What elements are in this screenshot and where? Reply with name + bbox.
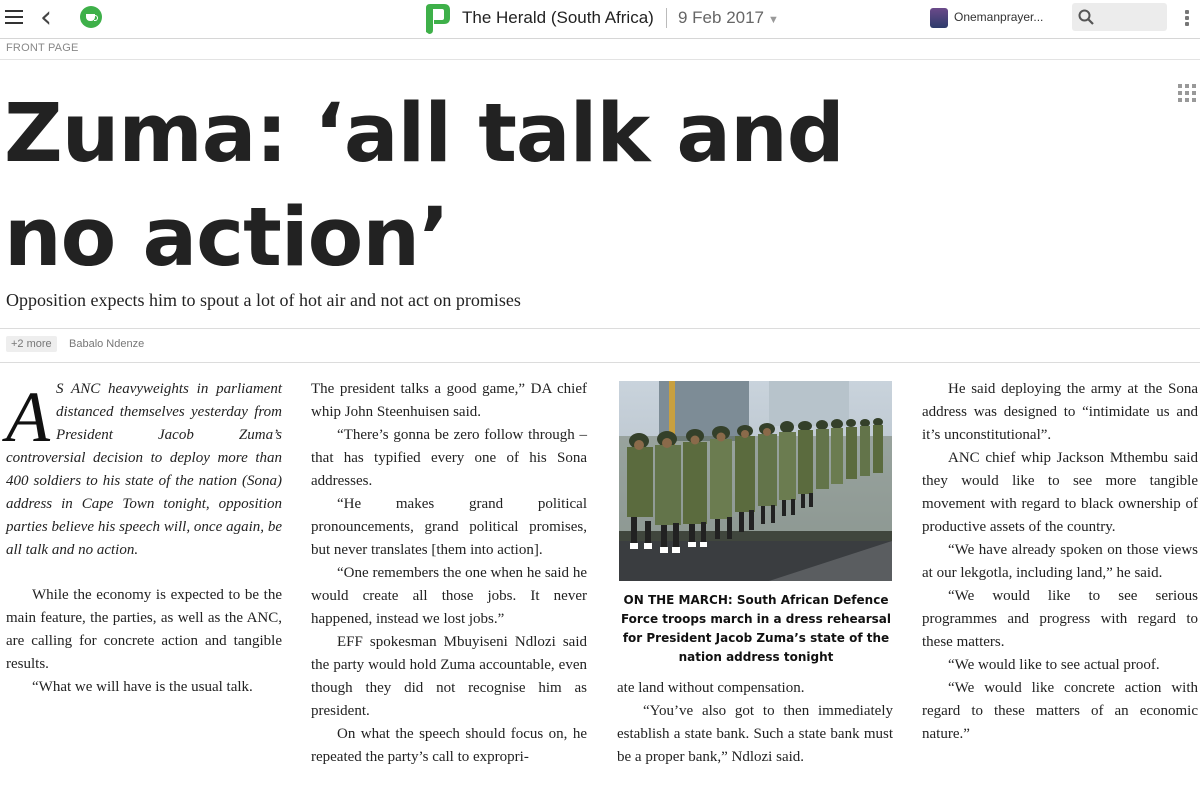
lede-text: S ANC heavyweights in parliament distanced themselves yesterday from President Jacob Zuma’s controversial decision to deploy more than 400 soldiers to his state of the nation (Sona) address in Cape Town tonight, opposition parties believe his speech will, once again, be all talk and no action.	[6, 381, 282, 558]
article-column-1	[6, 378, 282, 699]
paragraph: He said deploying the army at the Sona address was designed to “intimidate us and it’s unconstitutional”.	[922, 381, 1198, 443]
article-column-4	[922, 378, 1198, 746]
drop-cap: A	[6, 377, 50, 457]
menu-icon[interactable]	[5, 10, 23, 26]
paragraph: “There’s gonna be zero follow through – that has typified every one of his Sona addresses.	[311, 427, 587, 489]
headline: Zuma: ‘all talk and no action’	[4, 87, 844, 285]
photo-caption: ON THE MARCH: South African Defence Force troops march in a dress rehearsal for President Jacob Zuma’s state of the nation address tonight	[620, 593, 892, 664]
chevron-down-icon: ▼	[768, 14, 779, 26]
paragraph: While the economy is expected to be the main feature, the parties, as well as the ANC, are calling for concrete action and tangible results.	[6, 587, 282, 672]
divider	[0, 362, 1200, 363]
divider	[0, 59, 1200, 60]
paragraph: “He makes grand political pronouncements, grand political promises, but never translates [them into action].	[311, 496, 587, 558]
paragraph: “You’ve also got to then immediately establish a state bank. Such a state bank must be a proper bank,” Ndlozi said.	[617, 703, 893, 765]
divider	[0, 328, 1200, 329]
section-label[interactable]: FRONT PAGE	[6, 42, 79, 54]
coffee-cup-icon[interactable]	[80, 6, 102, 28]
avatar[interactable]	[930, 8, 948, 28]
article-column-3	[617, 677, 893, 769]
paragraph: “We have already spoken on those views at our lekgotla, including land,” he said.	[922, 542, 1198, 581]
search-icon	[1078, 9, 1094, 25]
search-input[interactable]	[1072, 3, 1167, 31]
paragraph: “We would like to see actual proof.	[948, 657, 1160, 673]
paragraph: “One remembers the one when he said he would create all those jobs. It never happened, instead we lost jobs.”	[311, 565, 587, 627]
paragraph: On what the speech should focus on, he repeated the party’s call to expropri-	[311, 726, 587, 765]
marching-troops-image	[619, 381, 892, 581]
paragraph: “What we will have is the usual talk.	[32, 679, 253, 695]
username[interactable]: Onemanprayer...	[954, 10, 1044, 24]
article-column-2	[311, 378, 587, 769]
issue-date: 9 Feb 2017	[678, 8, 765, 27]
article-photo[interactable]	[619, 381, 892, 581]
subheadline: Opposition expects him to spout a lot of hot air and not act on promises	[6, 290, 521, 310]
paragraph: EFF spokesman Mbuyiseni Ndlozi said the party would hold Zuma accountable, even though they did not recognise him as president.	[311, 634, 587, 719]
paragraph: “We would like concrete action with regard to these matters of an economic nature.”	[922, 680, 1198, 742]
back-arrow-icon[interactable]: ‹	[40, 0, 52, 35]
grid-icon[interactable]	[1178, 84, 1196, 102]
issue-date-selector[interactable]	[678, 8, 779, 28]
paragraph: The president talks a good game,” DA chief whip John Steenhuisen said.	[311, 381, 587, 420]
publication-title[interactable]: The Herald (South Africa)	[462, 8, 654, 27]
paragraph: “We would like to see serious programmes and progress with regard to these matters.	[922, 588, 1198, 650]
divider	[666, 8, 667, 28]
pressreader-logo-icon[interactable]	[422, 2, 452, 36]
paragraph: ate land without compensation.	[617, 680, 805, 696]
top-bar	[0, 0, 1200, 39]
more-authors-button[interactable]: +2 more	[6, 336, 57, 352]
lede-paragraph	[6, 378, 282, 562]
more-vertical-icon[interactable]	[1180, 10, 1194, 26]
paragraph: ANC chief whip Jackson Mthembu said they would like to see more tangible movement with regard to black ownership of productive assets of the country.	[922, 450, 1198, 535]
byline[interactable]: Babalo Ndenze	[69, 338, 145, 350]
